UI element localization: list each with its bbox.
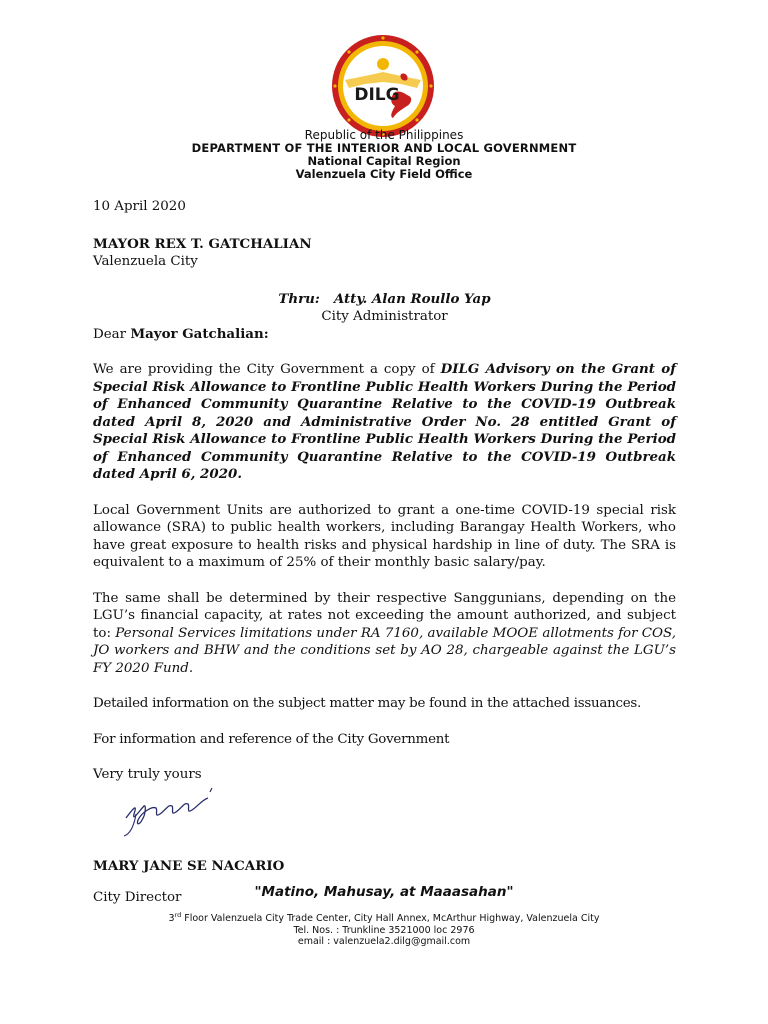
thru-title: City Administrator xyxy=(321,309,448,324)
signer-name: MARY JANE SE NACARIO xyxy=(93,858,285,875)
footer-tel: Tel. Nos. : Trunkline 3521000 loc 2976 xyxy=(293,924,475,936)
floor-number: 3 xyxy=(168,913,175,925)
paragraph-3-intro: The same shall be determined by their respective Sanggunians, depending on the LGU’s financial capacity, at rates not exceeding the amount authorized, and subject to: xyxy=(93,590,676,641)
salutation-name: Mayor Gatchalian: xyxy=(130,325,269,342)
region-name: National Capital Region xyxy=(307,154,461,168)
republic-line: Republic of the Philippines xyxy=(304,128,464,142)
letter-date: 10 April 2020 xyxy=(93,199,186,214)
paragraph-3-italic: Personal Services limitations under RA 7160, available MOOE allotments for COS, JO workers and BHW and the conditions set by AO 28, chargeable against the LGU’s FY 2020 Fund. xyxy=(93,625,676,676)
paragraph-2: Local Government Units are authorized to grant a one-time COVID-19 special risk allowance (SRA) to public health workers, including Barangay Health Workers, who have great exposure to health risks and physical hardship in line of duty. The SRA is equivalent to a maximum of 25% of their monthly basic salary/pay. xyxy=(93,502,676,570)
thru-line xyxy=(93,291,676,309)
paragraph-5: For information and reference of the City Government xyxy=(93,731,450,747)
seal-text: DILG xyxy=(354,85,400,105)
address-text: Floor Valenzuela City Trade Center, City Hall Annex, McArthur Highway, Valenzuela City xyxy=(181,913,600,925)
dilg-seal-logo xyxy=(331,34,435,138)
department-name: DEPARTMENT OF THE INTERIOR AND LOCAL GOVERNMENT xyxy=(191,141,577,155)
thru-label: Thru: xyxy=(278,290,320,307)
recipient-block xyxy=(93,236,676,271)
recipient-name: MAYOR REX T. GATCHALIAN xyxy=(93,235,312,252)
motto: "Matino, Mahusay, at Maaasahan" xyxy=(254,884,514,900)
footer-address xyxy=(0,910,768,925)
salutation xyxy=(93,326,676,344)
signer-title: City Director xyxy=(93,890,182,906)
signature-image xyxy=(112,774,232,840)
thru-block xyxy=(93,291,676,326)
closing: Very truly yours xyxy=(93,767,202,782)
floor-suffix: rd xyxy=(174,911,182,919)
letterhead xyxy=(0,128,768,181)
paragraph-4: Detailed information on the subject matter may be found in the attached issuances. xyxy=(93,696,642,711)
signer-block xyxy=(93,845,284,920)
paragraph-3 xyxy=(93,590,676,678)
footer-contact xyxy=(0,910,768,948)
office-name: Valenzuela City Field Office xyxy=(295,167,473,181)
thru-name: Atty. Alan Roullo Yap xyxy=(333,290,491,307)
paragraph-1-emphasis: DILG Advisory on the Grant of Special Risk Allowance to Frontline Public Health Workers During the Period of Enhanced Community Quarantine Relative to the COVID-19 Outbreak dated April 8, 2020 and Administrative Order No. 28 entitled Grant of Special Risk Allowance to Frontline Public Health Workers During the Period of Enhanced Community Quarantine Relative to the COVID-19 Outbreak dated April 6, 2020. xyxy=(93,361,676,482)
footer-email: email : valenzuela2.dilg@gmail.com xyxy=(297,936,471,948)
paragraph-1 xyxy=(93,361,676,484)
letter-body xyxy=(93,198,676,784)
recipient-city: Valenzuela City xyxy=(93,254,198,269)
paragraph-1-intro: We are providing the City Government a copy of xyxy=(93,362,441,377)
salutation-prefix: Dear xyxy=(93,326,131,342)
